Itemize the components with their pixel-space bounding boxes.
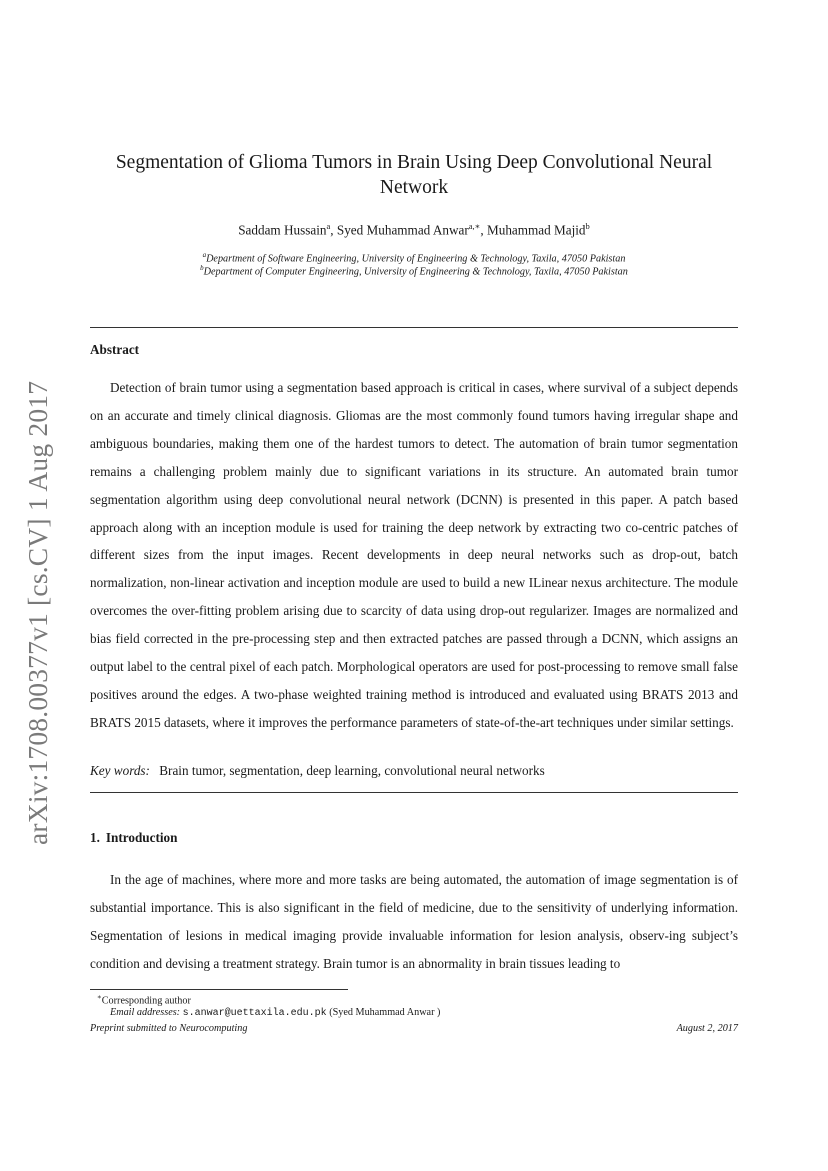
abstract-top-divider (90, 327, 738, 328)
footnote-marker: ∗ (97, 993, 102, 1001)
footer-date: August 2, 2017 (676, 1023, 738, 1034)
author-affiliation-mark: b (585, 221, 590, 231)
affiliation-text: Department of Software Engineering, University of Engineering & Technology, Taxila, 47050 Pakistan (206, 253, 626, 265)
email-owner: (Syed Muhammad Anwar ) (329, 1007, 441, 1018)
author-affiliation-mark: a,∗ (468, 221, 481, 231)
affiliation-mark: b (200, 264, 204, 272)
preprint-note: Preprint submitted to Neurocomputing (90, 1023, 248, 1034)
email-link[interactable]: s.anwar@uettaxila.edu.pk (182, 1008, 327, 1019)
abstract-heading: Abstract (90, 342, 140, 357)
affiliation-mark: a (202, 251, 207, 259)
footnote-email (110, 1007, 440, 1019)
arxiv-margin-identifier: arXiv:1708.00377v1 [cs.CV] 1 Aug 2017 (22, 380, 53, 845)
section-title: Introduction (105, 830, 178, 845)
footnote-corresponding (97, 993, 191, 1006)
abstract-body: Detection of brain tumor using a segmentation based approach is critical in cases, where survival of a subject depends on an accurate and timely clinical diagnosis. Gliomas are the most commonly found tumors having irregular shape and ambiguous boundaries, making them one of the hardest tumors to detect. The automation of brain tumor segmentation remains a challenging problem mainly due to significant variations in its structure. An automated brain tumor segmentation algorithm using deep convolutional neural network (DCNN) is presented in this paper. A patch based approach along with an inception module is used for training the deep network by extracting two co-centric patches of different sizes from the input images. Recent developments in deep neural networks such as drop-out, batch normalization, non-linear activation and inception module are used to build a new ILinear nexus architecture. The module overcomes the over-fitting problem arising due to scarcity of data using drop-out regularizer. Images are normalized and bias field corrected in the pre-processing step and then extracted patches are passed through a DCNN, which assigns an output label to the central pixel of each patch. Morphological operators are used for post-processing to remove small false positives around the edges. A two-phase weighted training method is introduced and evaluated using BRATS 2013 and BRATS 2015 datasets, where it improves the performance parameters of state-of-the-art techniques under similar settings. (90, 380, 738, 730)
paper-title: Segmentation of Glioma Tumors in Brain Using Deep Convolutional Neural Network (115, 152, 713, 198)
keywords-text: Brain tumor, segmentation, deep learning, convolutional neural networks (159, 763, 545, 778)
footnote-corresponding-text: Corresponding author (101, 995, 191, 1007)
section-heading (90, 830, 177, 846)
section-number: 1. (90, 830, 100, 845)
author-name: Muhammad Majid (487, 222, 586, 238)
affiliation-text: Department of Computer Engineering, University of Engineering & Technology, Taxila, 47050 Pakistan (203, 266, 628, 278)
author-list: Saddam Hussain$^a$, Syed Muhammad Anwar$^{a,∗}$, Muhammad Majid$^b$ (238, 221, 590, 238)
abstract-bottom-divider (90, 792, 738, 793)
keywords (90, 763, 738, 779)
author-name: Syed Muhammad Anwar (336, 222, 469, 238)
author-affiliation-mark: a (326, 221, 331, 231)
email-label: Email addresses: (110, 1007, 181, 1018)
affiliation (90, 251, 738, 264)
affiliation (90, 264, 738, 277)
author-name: Saddam Hussain (238, 222, 327, 238)
keywords-label: Key words: (90, 763, 150, 778)
footnote-divider (90, 989, 348, 990)
introduction-body: In the age of machines, where more and more tasks are being automated, the automation of image segmentation is of substantial importance. This is also significant in the field of medicine, due to the sensitivity of underlying information. Segmentation of lesions in medical imaging provide invaluable information for lesion analysis, observ-ing subject’s condition and devising a treatment strategy. Brain tumor is an abnormality in brain tissues leading to (90, 872, 738, 971)
